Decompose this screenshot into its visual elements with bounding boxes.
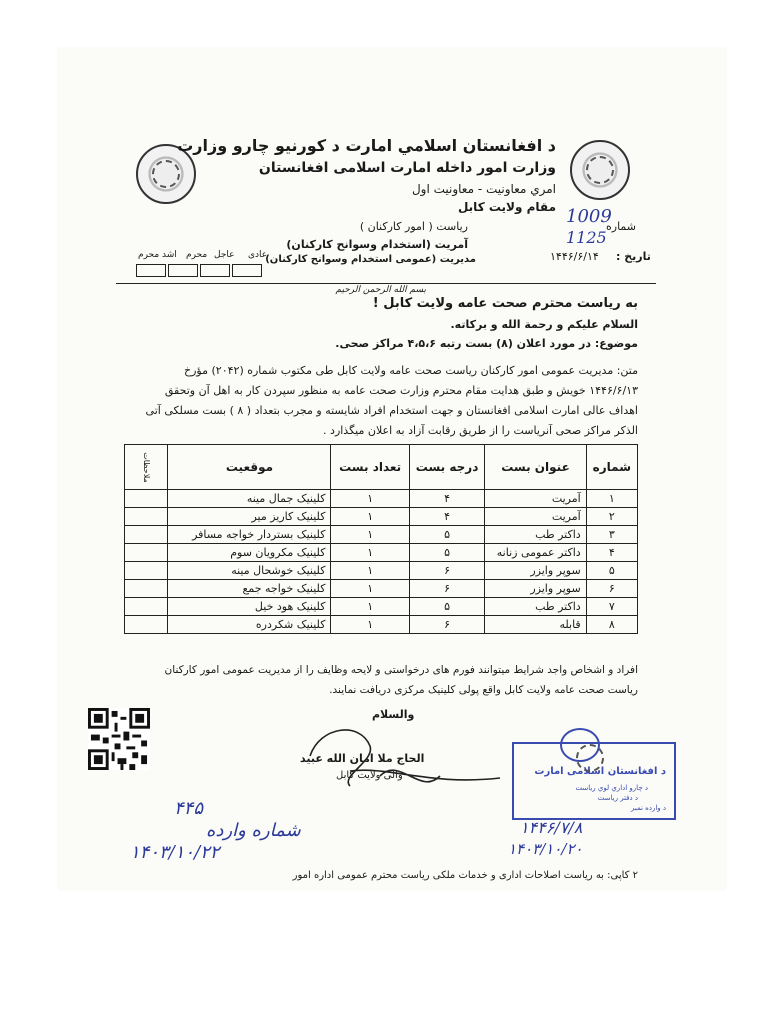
cell-location: کلینیک جمال مینه	[168, 490, 331, 508]
subject-line: موضوع: در مورد اعلان (۸) بست رتبه ۴،۵،۶ مراکز صحی.	[335, 337, 638, 350]
cell-no: ۴	[586, 544, 637, 562]
table-row	[125, 526, 638, 544]
cell-count: ۱	[331, 598, 409, 616]
col-header-no: شماره	[586, 445, 637, 490]
cell-grade: ۶	[409, 616, 484, 634]
handwritten-note-3: ۱۴۰۳/۱۰/۲۲	[130, 842, 220, 863]
stamp-line-2: د چارو اداري لوي رياست	[575, 784, 648, 792]
cell-notes	[125, 616, 168, 634]
cell-count: ۱	[331, 616, 409, 634]
header-line-6: آمریت (استخدام وسوانح کارکنان)	[286, 238, 468, 251]
cell-count: ۱	[331, 580, 409, 598]
wassalam: والسلام	[372, 708, 415, 721]
handwritten-note-1: ۴۴۵	[174, 798, 204, 819]
stamp-line-1: د افغانستان اسلامی امارت	[534, 766, 666, 777]
number-label: شماره	[606, 220, 637, 233]
header-line-3: امري معاونيت - معاونيت اول	[411, 182, 556, 196]
cell-no: ۷	[586, 598, 637, 616]
header-line-7: مدیریت (عمومی استخدام وسوانح کارکنان)	[265, 254, 476, 265]
signature-scribble	[280, 716, 510, 796]
cell-count: ۱	[331, 562, 409, 580]
body-line-4: الذکر مراکز صحی آنریاست را از طریق رقابت آزاد به اعلان میگذارد .	[323, 424, 638, 437]
stamp-line-4: د وارده نمبر	[630, 804, 666, 812]
stamp-line-3: د دفتر رياست	[597, 794, 638, 802]
cell-notes	[125, 580, 168, 598]
header-divider	[116, 283, 656, 284]
stamp-handwritten-date: ۱۴۰۳/۱۰/۲۰	[508, 840, 583, 858]
header-line-4: مقام ولایت کابل	[457, 200, 556, 214]
cell-location: کلینیک مکرویان سوم	[168, 544, 331, 562]
cell-location: کلینیک کاریز میر	[168, 508, 331, 526]
stamp-handwritten-number: ۱۴۴۶/۷/۸	[520, 818, 583, 837]
bismillah: بسم الله الرحمن الرحیم	[335, 285, 426, 295]
priority-box-normal[interactable]	[232, 264, 262, 277]
cell-title: داکتر طب	[485, 598, 586, 616]
cell-location: کلینیک بستردار خواجه مسافر	[168, 526, 331, 544]
closing-line-1: افراد و اشخاص واجد شرایط میتوانند فورم های درخواستی و لایحه وظایف را از مدیریت عمومی امور کارکنان	[164, 664, 638, 676]
table-row	[125, 616, 638, 634]
header-line-1: د افغانستان اسلامي امارت د کورنیو چارو وزارت	[177, 136, 556, 155]
body-line-1: متن: مدیریت عمومی امور کارکنان ریاست صحت عامه ولایت کابل طی مکتوب شماره (۲۰۴۲) مؤرخ	[184, 364, 638, 377]
cell-notes	[125, 508, 168, 526]
priority-box-urgent[interactable]	[200, 264, 230, 277]
positions-table	[124, 444, 638, 634]
priority-box-confidential[interactable]	[168, 264, 198, 277]
greeting-line: السلام علیکم و رحمة الله و برکاته.	[450, 318, 638, 331]
recipient-line: به ریاست محترم صحت عامه ولایت کابل !	[372, 296, 638, 311]
cell-count: ۱	[331, 508, 409, 526]
cell-location: کلینیک خواجه جمع	[168, 580, 331, 598]
priority-label-urgent: عاجل	[214, 250, 235, 260]
cell-no: ۵	[586, 562, 637, 580]
cell-no: ۶	[586, 580, 637, 598]
priority-label-normal: عادی	[248, 250, 268, 260]
col-header-notes	[125, 445, 168, 490]
date-label: تاریخ :	[616, 250, 651, 263]
cell-location: کلینیک هود خیل	[168, 598, 331, 616]
cell-grade: ۶	[409, 580, 484, 598]
cell-no: ۱	[586, 490, 637, 508]
table-row	[125, 598, 638, 616]
body-line-2: ۱۴۴۶/۶/۱۳ خویش و طبق هدایت مقام محترم وزارت صحت عامه به منظور سپردن کار به اهل آن وتحقق	[164, 384, 638, 397]
signatory-title: والی ولایت کابل	[336, 770, 403, 781]
cell-count: ۱	[331, 544, 409, 562]
body-line-3: اهداف عالی امارت اسلامی افغانستان و جهت استخدام افراد شایسته و مجرب بتعداد ( ۸ ) بست مسلکی آتی	[145, 404, 638, 417]
priority-label-confidential: محرم	[186, 250, 208, 260]
cell-notes	[125, 490, 168, 508]
cell-title: سوپر وایزر	[485, 580, 586, 598]
cell-grade: ۶	[409, 562, 484, 580]
table-row	[125, 544, 638, 562]
handwritten-note-2: شماره وارده	[206, 820, 301, 841]
date-value: ۱۴۴۶/۶/۱۴	[550, 250, 599, 263]
cell-title: داکتر عمومی زنانه	[485, 544, 586, 562]
cell-title: آمریت	[485, 508, 586, 526]
cell-no: ۲	[586, 508, 637, 526]
cell-location: کلینیک خوشحال مینه	[168, 562, 331, 580]
cell-grade: ۵	[409, 544, 484, 562]
cc-line: ۲ کاپی: به ریاست اصلاحات اداری و خدمات ملکی ریاست محترم عمومی اداره امور	[292, 870, 638, 881]
col-header-title: عنوان بست	[485, 445, 586, 490]
cell-title: داکتر طب	[485, 526, 586, 544]
table-row	[125, 490, 638, 508]
qr-code	[88, 708, 150, 770]
cell-notes	[125, 598, 168, 616]
col-header-count: تعداد بست	[331, 445, 409, 490]
cell-notes	[125, 526, 168, 544]
cell-notes	[125, 544, 168, 562]
col-header-location: موقعیت	[168, 445, 331, 490]
cell-title: سوپر وایزر	[485, 562, 586, 580]
cell-location: کلینیک شکردره	[168, 616, 331, 634]
number-value: 1009	[566, 206, 612, 227]
table-header-row	[125, 445, 638, 490]
col-header-grade: درجه بست	[409, 445, 484, 490]
header-line-2: وزارت امور داخله امارت اسلامی افغانستان	[258, 160, 556, 176]
cell-no: ۳	[586, 526, 637, 544]
cell-grade: ۵	[409, 598, 484, 616]
priority-label-top-secret: اشد محرم	[138, 250, 177, 260]
header-line-5: ریاست ( امور کارکنان )	[359, 220, 468, 233]
table-row	[125, 562, 638, 580]
number-value-2: 1125	[566, 228, 607, 247]
cell-notes	[125, 562, 168, 580]
table-row	[125, 508, 638, 526]
col-header-notes-text: ملاحظات	[141, 451, 151, 483]
cell-count: ۱	[331, 490, 409, 508]
stamp-emblem-icon	[560, 728, 600, 762]
cell-no: ۸	[586, 616, 637, 634]
cell-title: قابله	[485, 616, 586, 634]
right-emblem-icon	[570, 140, 630, 200]
cell-count: ۱	[331, 526, 409, 544]
cell-grade: ۵	[409, 526, 484, 544]
signatory-name: الحاج ملا امان الله عبید	[300, 752, 425, 765]
cell-grade: ۴	[409, 508, 484, 526]
table-row	[125, 580, 638, 598]
cell-title: آمریت	[485, 490, 586, 508]
priority-box-top-secret[interactable]	[136, 264, 166, 277]
cell-grade: ۴	[409, 490, 484, 508]
closing-line-2: ریاست صحت عامه ولایت کابل واقع پولی کلینیک مرکزی دریافت نمایند.	[329, 684, 638, 696]
